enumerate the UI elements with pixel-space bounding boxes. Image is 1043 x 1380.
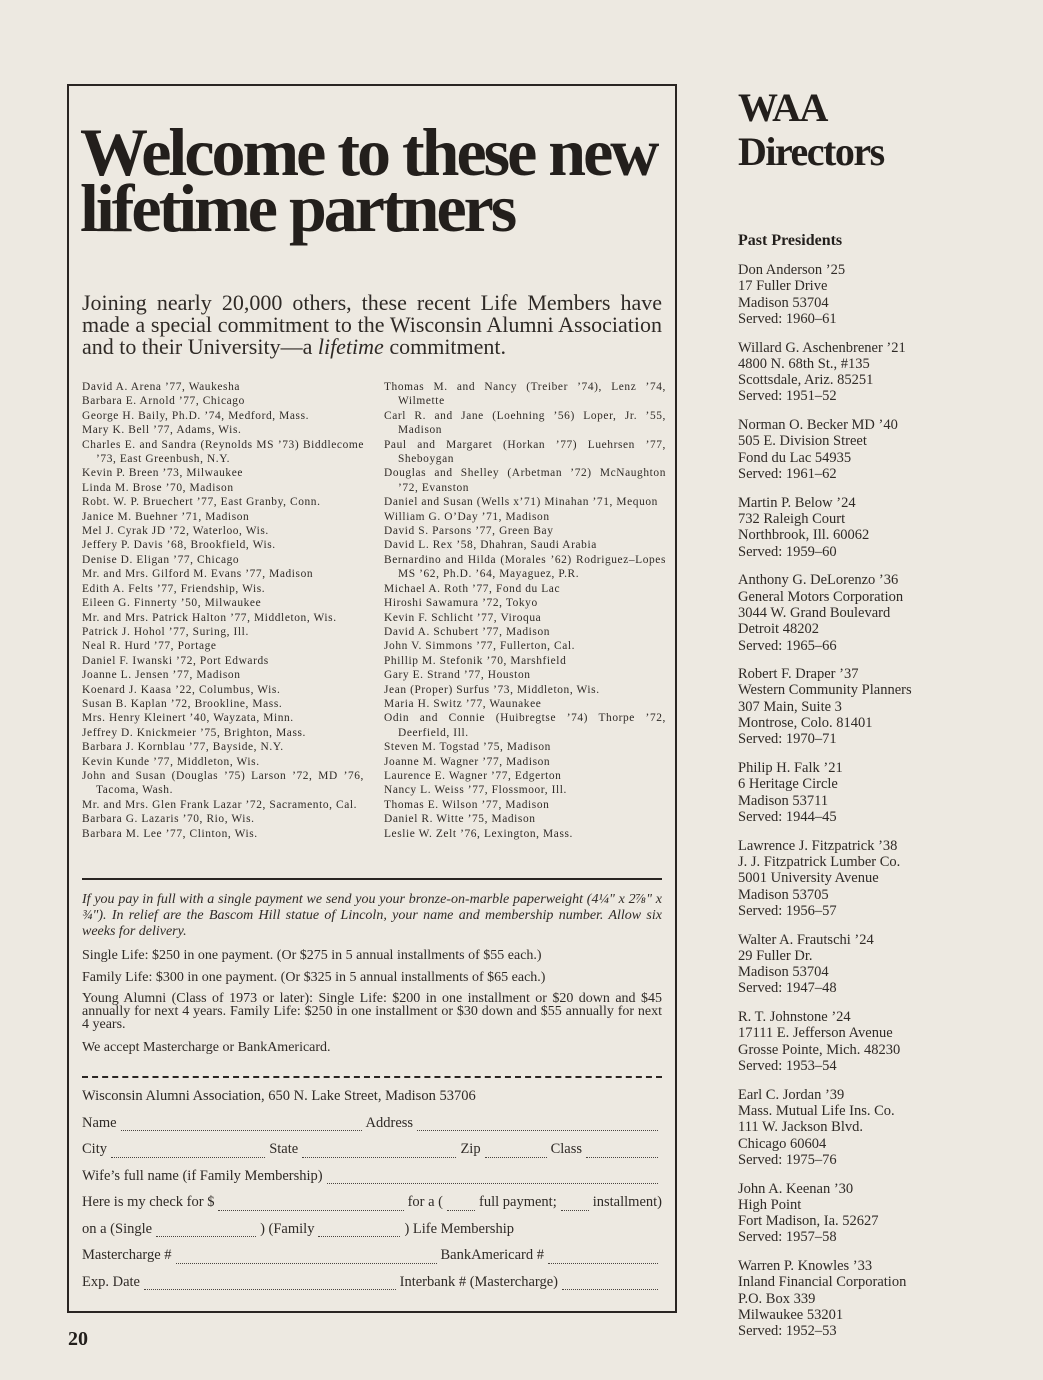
president-name: Lawrence J. Fitzpatrick ’38 bbox=[738, 837, 898, 854]
president-detail: Served: 1951–52 bbox=[738, 388, 837, 405]
member-entry: Mr. and Mrs. Glen Frank Lazar ’72, Sacramento, Cal. bbox=[82, 798, 358, 811]
intro-emphasis: lifetime bbox=[317, 334, 384, 359]
form-wife-row bbox=[82, 1168, 662, 1195]
member-entry: David S. Parsons ’77, Green Bay bbox=[384, 525, 554, 538]
form-city-row bbox=[82, 1141, 662, 1168]
installment-checkbox[interactable] bbox=[561, 1210, 589, 1211]
member-entry: Michael A. Roth ’77, Fond du Lac bbox=[384, 582, 561, 595]
member-entry: Daniel and Susan (Wells x’71) Minahan ’71, Mequon bbox=[384, 496, 658, 509]
president-detail: Served: 1957–58 bbox=[738, 1229, 837, 1246]
president-detail: Served: 1961–62 bbox=[738, 466, 837, 483]
president-detail: Served: 1956–57 bbox=[738, 902, 837, 919]
president-detail: Grosse Pointe, Mich. 48230 bbox=[738, 1041, 901, 1058]
president-detail: 29 Fuller Dr. bbox=[738, 947, 813, 964]
member-entry: Thomas M. and Nancy (Treiber ’74), Lenz ’74, Wilmette bbox=[384, 381, 666, 408]
family-life-price: Family Life: $300 in one payment. (Or $325 in 5 annual installments of $65 each.) bbox=[82, 970, 546, 985]
for-a-label: for a ( bbox=[407, 1194, 444, 1210]
president-detail: P.O. Box 339 bbox=[738, 1290, 816, 1307]
form-name-row bbox=[82, 1115, 662, 1142]
members-list-left bbox=[82, 380, 364, 841]
member-entry: John and Susan (Douglas ’75) Larson ’72, MD ’76, Tacoma, Wash. bbox=[82, 769, 364, 797]
member-entry: Mary K. Bell ’77, Adams, Wis. bbox=[82, 424, 242, 437]
president-detail: General Motors Corporation bbox=[738, 588, 904, 605]
interbank-label: Interbank # (Mastercharge) bbox=[399, 1273, 558, 1290]
zip-field[interactable] bbox=[485, 1157, 547, 1158]
member-entry: Bernardino and Hilda (Morales ’62) Rodriguez–Lopes MS ’62, Ph.D. ’64, Mayaguez, P.R. bbox=[384, 553, 666, 581]
state-label: State bbox=[269, 1141, 299, 1157]
member-entry: Nancy L. Weiss ’77, Flossmoor, Ill. bbox=[384, 784, 567, 797]
city-field[interactable] bbox=[111, 1157, 265, 1158]
president-detail: Milwaukee 53201 bbox=[738, 1307, 844, 1324]
class-field[interactable] bbox=[586, 1157, 658, 1158]
address-label: Address bbox=[365, 1114, 414, 1131]
member-entry: Jeffery P. Davis ’68, Brookfield, Wis. bbox=[82, 539, 276, 552]
president-detail: 17111 E. Jefferson Avenue bbox=[738, 1025, 893, 1042]
member-entry: Steven M. Togstad ’75, Madison bbox=[384, 741, 551, 754]
family-field[interactable] bbox=[318, 1236, 400, 1237]
member-entry: Leslie W. Zelt ’76, Lexington, Mass. bbox=[384, 827, 573, 840]
president-name: Warren P. Knowles ’33 bbox=[738, 1258, 873, 1275]
cards-accepted: We accept Mastercharge or BankAmericard. bbox=[82, 1040, 331, 1055]
president-entry bbox=[738, 495, 953, 560]
president-detail: 3044 W. Grand Boulevard bbox=[738, 604, 891, 621]
form-exp-row bbox=[82, 1274, 662, 1301]
president-entry bbox=[738, 838, 953, 919]
member-entry: Paul and Margaret (Horkan ’77) Luehrsen ’77, Sheboygan bbox=[384, 438, 666, 466]
president-entry bbox=[738, 1087, 953, 1168]
single-field[interactable] bbox=[156, 1236, 256, 1237]
president-detail: 5001 University Avenue bbox=[738, 870, 879, 887]
cut-line bbox=[82, 1076, 662, 1078]
check-amount-field[interactable] bbox=[218, 1210, 403, 1211]
president-detail: Served: 1975–76 bbox=[738, 1151, 837, 1168]
member-entry: Neal R. Hurd ’77, Portage bbox=[82, 640, 217, 653]
past-presidents-heading: Past Presidents bbox=[738, 232, 843, 249]
president-detail: Served: 1953–54 bbox=[738, 1057, 837, 1074]
president-detail: Western Community Planners bbox=[738, 682, 912, 699]
intro-paragraph bbox=[82, 292, 662, 358]
president-detail: Fond du Lac 54935 bbox=[738, 449, 852, 466]
president-detail: 6 Heritage Circle bbox=[738, 776, 838, 793]
president-entry bbox=[738, 1009, 953, 1074]
president-detail: 4800 N. 68th St., #135 bbox=[738, 355, 870, 372]
member-entry: Janice M. Buehner ’71, Madison bbox=[82, 510, 250, 523]
president-detail: Fort Madison, Ia. 52627 bbox=[738, 1213, 879, 1230]
president-name: Earl C. Jordan ’39 bbox=[738, 1086, 845, 1103]
president-detail: Served: 1960–61 bbox=[738, 310, 837, 327]
class-label: Class bbox=[550, 1141, 583, 1157]
member-entry: Joanne M. Wagner ’77, Madison bbox=[384, 755, 551, 768]
offer-section bbox=[82, 892, 662, 1062]
wife-name-label: Wife’s full name (if Family Membership) bbox=[82, 1167, 323, 1184]
member-entry: Douglas and Shelley (Arbetman ’72) McNaughton ’72, Evanston bbox=[384, 467, 666, 494]
membership-form bbox=[82, 1088, 662, 1300]
exp-date-label: Exp. Date bbox=[82, 1273, 140, 1290]
member-entry: Mr. and Mrs. Patrick Halton ’77, Middleton, Wis. bbox=[82, 611, 337, 624]
president-name: Don Anderson ’25 bbox=[738, 262, 846, 278]
member-entry: Carl R. and Jane (Loehning ’56) Loper, Jr. ’55, Madison bbox=[384, 409, 666, 437]
president-detail: Served: 1947–48 bbox=[738, 980, 837, 997]
bankamericard-label: BankAmericard # bbox=[440, 1247, 544, 1263]
single-life-price: Single Life: $250 in one payment. (Or $275 in 5 annual installments of $55 each.) bbox=[82, 948, 542, 963]
section-divider bbox=[82, 878, 662, 880]
full-payment-checkbox[interactable] bbox=[447, 1210, 475, 1211]
president-entry bbox=[738, 932, 953, 997]
address-field[interactable] bbox=[417, 1130, 658, 1131]
sidebar-title-line2: Directors bbox=[738, 129, 884, 174]
member-entry: Joanne L. Jensen ’77, Madison bbox=[82, 669, 241, 682]
installment-label: installment) bbox=[592, 1194, 662, 1210]
president-detail: 111 W. Jackson Blvd. bbox=[738, 1119, 863, 1136]
members-list-right bbox=[384, 380, 666, 841]
president-detail: Northbrook, Ill. 60062 bbox=[738, 527, 870, 544]
president-detail: Scottsdale, Ariz. 85251 bbox=[738, 372, 874, 389]
member-entry: Susan B. Kaplan ’72, Brookline, Mass. bbox=[82, 697, 283, 710]
president-detail: 17 Fuller Drive bbox=[738, 278, 828, 295]
member-entry: David A. Schubert ’77, Madison bbox=[384, 625, 551, 638]
member-entry: William G. O’Day ’71, Madison bbox=[384, 510, 550, 523]
member-entry: Kevin P. Breen ’73, Milwaukee bbox=[82, 467, 244, 480]
member-entry: Barbara J. Kornblau ’77, Bayside, N.Y. bbox=[82, 741, 284, 754]
member-entry: Kevin F. Schlicht ’77, Viroqua bbox=[384, 611, 542, 624]
member-entry: John V. Simmons ’77, Fullerton, Cal. bbox=[384, 640, 576, 653]
form-address-row bbox=[82, 1088, 662, 1115]
mastercharge-label: Mastercharge # bbox=[82, 1247, 172, 1263]
president-entry bbox=[738, 1258, 953, 1339]
check-label: Here is my check for $ bbox=[82, 1194, 215, 1210]
association-address: Wisconsin Alumni Association, 650 N. Lake Street, Madison 53706 bbox=[82, 1088, 476, 1104]
paperweight-offer: If you pay in full with a single payment we send you your bronze-on-marble paperweight (4¼" x 2⅞" x ¾"). In relief are the Bascom Hill statue of Lincoln, your name and membership number. Allow six weeks for delivery. bbox=[82, 892, 662, 939]
member-entry: Jeffrey D. Knickmeier ’75, Brighton, Mass. bbox=[82, 726, 306, 739]
young-alumni-price: Young Alumni (Class of 1973 or later): Single Life: $200 in one installment or $20 down and $45 annually for next 4 years. Family Life: $250 in one installment or $30 down and $55 annually for next 4 years. bbox=[82, 991, 662, 1032]
president-detail: High Point bbox=[738, 1196, 802, 1213]
president-detail: 307 Main, Suite 3 bbox=[738, 698, 842, 715]
president-detail: J. J. Fitzpatrick Lumber Co. bbox=[738, 853, 901, 870]
form-cards-row bbox=[82, 1247, 662, 1274]
president-detail: Madison 53704 bbox=[738, 294, 829, 311]
president-name: Walter A. Frautschi ’24 bbox=[738, 931, 874, 948]
member-entry: Eileen G. Finnerty ’50, Milwaukee bbox=[82, 597, 262, 610]
member-entry: Kevin Kunde ’77, Middleton, Wis. bbox=[82, 755, 260, 768]
member-entry: Daniel R. Witte ’75, Madison bbox=[384, 813, 536, 826]
member-entry: Thomas E. Wilson ’77, Madison bbox=[384, 798, 550, 811]
full-payment-label: full payment; bbox=[479, 1194, 557, 1210]
president-name: Robert F. Draper ’37 bbox=[738, 666, 859, 683]
life-membership-label: ) Life Membership bbox=[404, 1220, 514, 1237]
president-detail: Mass. Mutual Life Ins. Co. bbox=[738, 1102, 895, 1119]
bankamericard-field[interactable] bbox=[548, 1263, 658, 1264]
member-entry: Denise D. Eligan ’77, Chicago bbox=[82, 553, 240, 566]
name-field[interactable] bbox=[121, 1130, 362, 1131]
member-entry: Barbara G. Lazaris ’70, Rio, Wis. bbox=[82, 813, 255, 826]
president-entry bbox=[738, 417, 953, 482]
page-number: 20 bbox=[68, 1328, 88, 1350]
zip-label: Zip bbox=[460, 1141, 481, 1157]
city-label: City bbox=[82, 1141, 107, 1157]
family-label: ) (Family bbox=[260, 1220, 315, 1237]
intro-text: Joining nearly 20,000 others, these recent Life Members have made a special commitment to the Wisconsin Alumni Association and to their University—a bbox=[82, 290, 662, 359]
member-entry: Gary E. Strand ’77, Houston bbox=[384, 669, 531, 682]
president-entry bbox=[738, 1181, 953, 1246]
president-detail: Madison 53704 bbox=[738, 964, 829, 981]
member-entry: Phillip M. Stefonik ’70, Marshfield bbox=[384, 654, 567, 667]
single-label: on a (Single bbox=[82, 1220, 153, 1237]
president-name: Martin P. Below ’24 bbox=[738, 494, 856, 511]
state-field[interactable] bbox=[302, 1157, 456, 1158]
member-entry: Hiroshi Sawamura ’72, Tokyo bbox=[384, 597, 538, 610]
interbank-field[interactable] bbox=[562, 1289, 658, 1290]
name-label: Name bbox=[82, 1114, 117, 1131]
president-detail: Inland Financial Corporation bbox=[738, 1274, 907, 1291]
sidebar-title-line1: WAA bbox=[738, 85, 827, 130]
president-detail: Chicago 60604 bbox=[738, 1135, 827, 1152]
president-detail: Detroit 48202 bbox=[738, 621, 819, 638]
member-entry: Patrick J. Hohol ’77, Suring, Ill. bbox=[82, 625, 249, 638]
president-entry bbox=[738, 572, 953, 653]
mastercharge-field[interactable] bbox=[176, 1263, 437, 1264]
member-entry: David L. Rex ’58, Dhahran, Saudi Arabia bbox=[384, 539, 597, 552]
member-entry: David A. Arena ’77, Waukesha bbox=[82, 381, 241, 393]
member-entry: Barbara M. Lee ’77, Clinton, Wis. bbox=[82, 827, 258, 840]
member-entry: Odin and Connie (Huibregtse ’74) Thorpe ’72, Deerfield, Ill. bbox=[384, 712, 666, 739]
member-entry: Jean (Proper) Surfus ’73, Middleton, Wis. bbox=[384, 683, 600, 696]
member-entry: George H. Baily, Ph.D. ’74, Medford, Mass. bbox=[82, 409, 310, 422]
sidebar-title bbox=[738, 86, 884, 174]
president-name: R. T. Johnstone ’24 bbox=[738, 1009, 851, 1026]
wife-name-field[interactable] bbox=[327, 1183, 658, 1184]
headline: Welcome to these new lifetime partners bbox=[80, 114, 657, 246]
president-detail: 505 E. Division Street bbox=[738, 433, 867, 450]
president-entry bbox=[738, 340, 953, 405]
member-entry: Linda M. Brose ’70, Madison bbox=[82, 481, 234, 494]
intro-text-end: commitment. bbox=[383, 334, 507, 359]
form-check-row bbox=[82, 1194, 662, 1221]
member-entry: Mel J. Cyrak JD ’72, Waterloo, Wis. bbox=[82, 525, 269, 538]
past-presidents-list bbox=[738, 262, 953, 1352]
president-entry bbox=[738, 760, 953, 825]
member-entry: Koenard J. Kaasa ’22, Columbus, Wis. bbox=[82, 683, 281, 696]
president-name: John A. Keenan ’30 bbox=[738, 1180, 854, 1197]
member-entry: Daniel F. Iwanski ’72, Port Edwards bbox=[82, 654, 269, 667]
form-membership-row bbox=[82, 1221, 662, 1248]
president-name: Norman O. Becker MD ’40 bbox=[738, 417, 898, 434]
president-name: Philip H. Falk ’21 bbox=[738, 760, 843, 777]
member-entry: Edith A. Felts ’77, Friendship, Wis. bbox=[82, 582, 266, 595]
president-detail: Served: 1952–53 bbox=[738, 1323, 837, 1340]
member-entry: Charles E. and Sandra (Reynolds MS ’73) Biddlecome ’73, East Greenbush, N.Y. bbox=[82, 438, 364, 466]
president-detail: Montrose, Colo. 81401 bbox=[738, 715, 873, 732]
president-entry bbox=[738, 262, 953, 327]
president-detail: Served: 1944–45 bbox=[738, 808, 837, 825]
exp-date-field[interactable] bbox=[144, 1289, 396, 1290]
president-detail: Served: 1965–66 bbox=[738, 637, 837, 654]
president-name: Willard G. Aschenbrener ’21 bbox=[738, 339, 906, 356]
president-detail: Madison 53705 bbox=[738, 886, 829, 903]
president-name: Anthony G. DeLorenzo ’36 bbox=[738, 572, 899, 589]
member-entry: Mrs. Henry Kleinert ’40, Wayzata, Minn. bbox=[82, 712, 294, 725]
president-detail: Madison 53711 bbox=[738, 792, 829, 809]
member-entry: Laurence E. Wagner ’77, Edgerton bbox=[384, 769, 562, 782]
president-detail: Served: 1959–60 bbox=[738, 543, 837, 560]
president-detail: Served: 1970–71 bbox=[738, 731, 837, 748]
member-entry: Mr. and Mrs. Gilford M. Evans ’77, Madison bbox=[82, 568, 314, 581]
president-detail: 732 Raleigh Court bbox=[738, 511, 846, 528]
member-entry: Robt. W. P. Bruechert ’77, East Granby, Conn. bbox=[82, 496, 321, 509]
member-entry: Maria H. Switz ’77, Waunakee bbox=[384, 697, 542, 710]
member-entry: Barbara E. Arnold ’77, Chicago bbox=[82, 395, 245, 408]
president-entry bbox=[738, 666, 953, 747]
